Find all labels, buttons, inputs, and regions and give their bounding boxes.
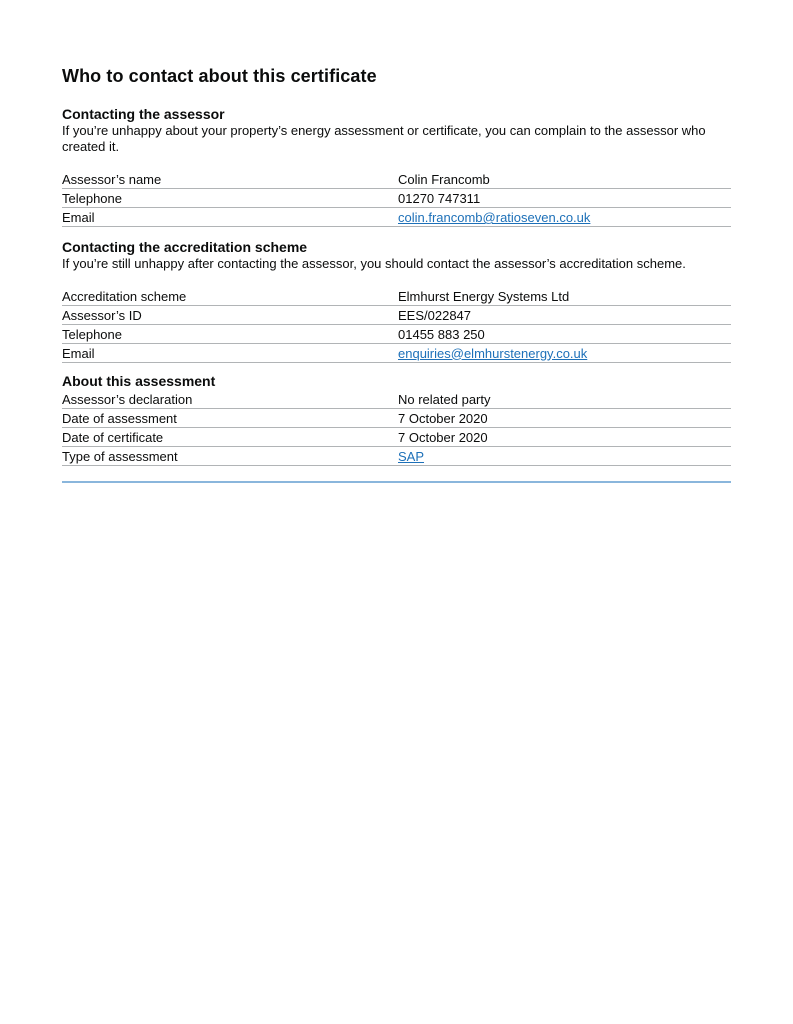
table-row [62,170,731,189]
row-label: Accreditation scheme [62,288,187,304]
row-label: Type of assessment [62,448,178,464]
section-about-assessment [62,372,731,466]
row-value [398,430,731,445]
section-divider-rule [62,481,731,483]
row-label: Assessor’s name [62,172,162,187]
row-label: Date of certificate [62,429,164,445]
table-row [62,390,731,409]
row-value [398,191,731,206]
table-row [62,409,731,428]
section-contacting-accreditation [62,238,731,363]
table-row [62,344,731,363]
assessor-telephone-value: 01270 747311 [398,191,481,206]
table-row [62,447,731,466]
assessor-email-link[interactable]: colin.francomb@ratioseven.co.uk [398,210,591,225]
accreditation-table [62,287,731,363]
table-row [62,325,731,344]
row-label: Assessor’s ID [62,307,142,323]
section-contacting-assessor [62,105,731,227]
page-title: Who to contact about this certificate [62,66,377,86]
assessor-table [62,170,731,227]
section-body-accreditation: If you’re still unhappy after contacting the assessor, you should contact the assessor’s accreditation scheme. [62,256,686,271]
date-of-certificate-value: 7 October 2020 [398,429,488,445]
row-label: Email [62,210,95,225]
assessor-name-value: Colin Francomb [398,172,490,187]
row-value [398,449,731,464]
assessment-table [62,390,731,466]
row-value [398,308,731,323]
row-label: Date of assessment [62,410,177,426]
table-row [62,208,731,227]
accreditation-telephone-value: 01455 883 250 [398,326,485,342]
row-value [398,289,731,304]
row-value [398,210,731,225]
table-row [62,306,731,325]
accreditation-scheme-value: Elmhurst Energy Systems Ltd [398,288,570,304]
row-value [398,327,731,342]
table-row [62,287,731,306]
assessor-id-value: EES/022847 [398,307,472,323]
table-row [62,189,731,208]
section-heading-assessor: Contacting the assessor [62,106,225,122]
section-body-assessor: If you’re unhappy about your property’s energy assessment or certificate, you can complain to the assessor who created it. [62,123,706,154]
assessor-declaration-value: No related party [398,391,491,407]
row-value [398,411,731,426]
type-of-assessment-link[interactable]: SAP [398,448,425,464]
accreditation-email-link[interactable]: enquiries@elmhurstenergy.co.uk [398,345,588,361]
row-value [398,346,731,361]
row-label: Email [62,345,95,361]
section-heading-accreditation: Contacting the accreditation scheme [62,239,308,255]
row-label: Telephone [62,191,122,206]
table-row [62,428,731,447]
row-value [398,172,731,187]
row-value [398,392,731,407]
section-heading-assessment: About this assessment [62,372,216,389]
row-label: Telephone [62,326,122,342]
date-of-assessment-value: 7 October 2020 [398,410,488,426]
row-label: Assessor’s declaration [62,391,193,407]
